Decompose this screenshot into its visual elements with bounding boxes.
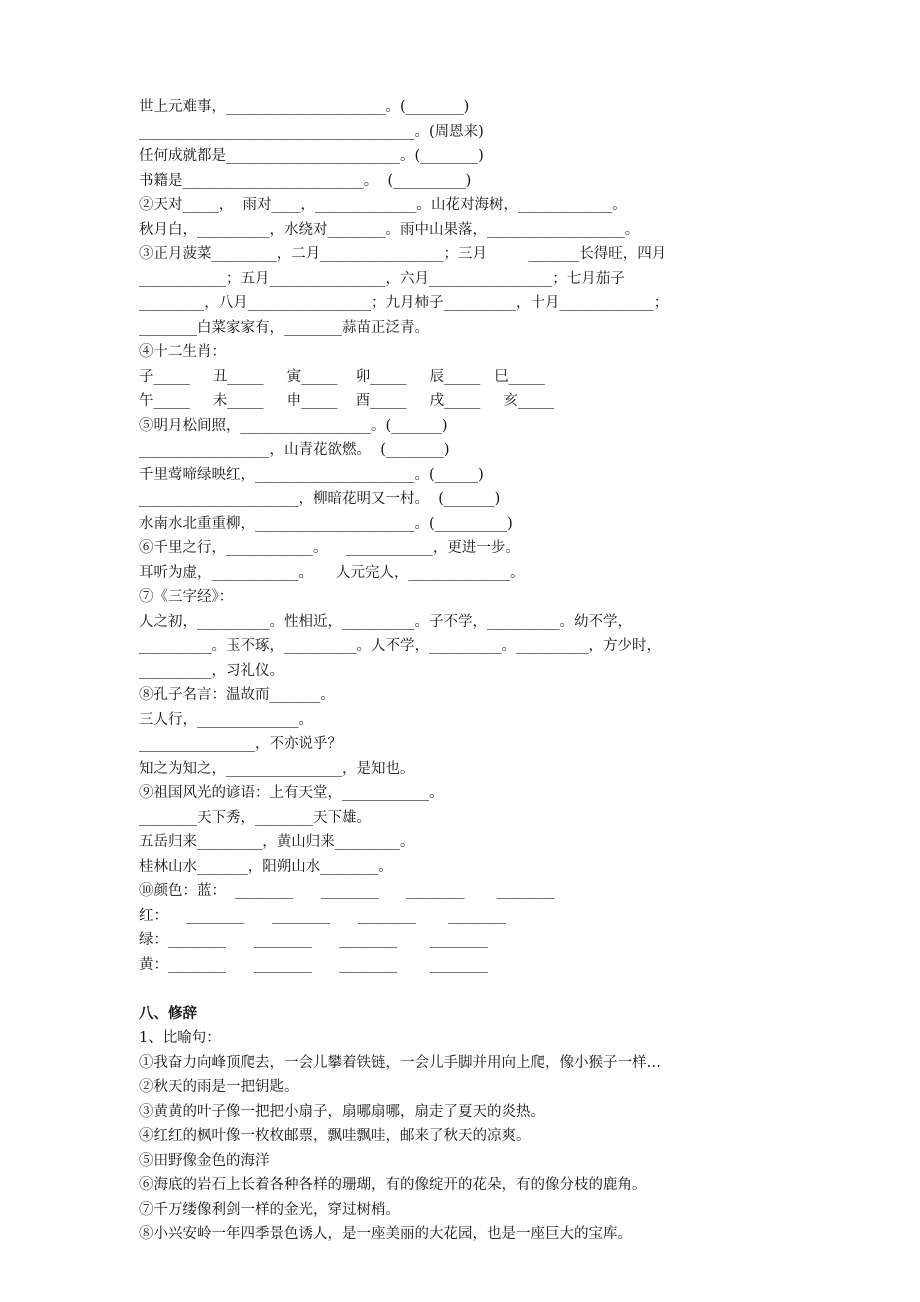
example-sentence: ⑤田野像金色的海洋 [139,1152,270,1169]
exercise-line: ⑤明月松间照，__________________。(_______) [139,417,448,434]
exercise-line: 黄：________ ________ ________ ________ [139,956,488,973]
exercise-line: 秋月白，__________，水绕对________。雨中山果落，___________________。 [139,221,640,238]
exercise-line: ⑨祖国风光的谚语：上有天堂，____________。 [139,785,444,801]
exercise-line: 人之初，__________。性相近，__________。子不学，__________。幼不学， [139,613,632,630]
exercise-line: _________，八月_________________；九月柿子__________，十月_____________； [139,295,669,311]
exercise-line: 水南水北重重柳，______________________。(__________) [139,515,513,532]
exercise-line: 子_____ 丑_____ 寅_____ 卯_____ 辰_____ 巳_____ [139,368,545,385]
exercise-line: ②天对_____， 雨对____，______________。山花对海树，_____________。 [139,197,627,213]
exercise-line: __________________，山青花欲燃。 (________) [139,442,450,458]
subsection-heading: 1、比喻句： [139,1030,221,1046]
exercise-line: ________白菜家家有，________蒜苗正泛青。 [139,319,429,336]
exercise-line: 世上元难事，______________________。(________) [139,99,470,115]
exercise-line: 桂林山水_______，阳朔山水________。 [139,858,393,875]
example-sentence: ④红红的枫叶像一枚枚邮票，飘哇飘哇，邮来了秋天的凉爽。 [139,1128,531,1144]
exercise-line: ⑥千里之行，____________。 ____________，更进一步。 [139,540,520,556]
exercise-line: 午_____ 未_____ 申_____ 酉_____ 戌_____ 亥_____ [139,393,555,409]
exercise-line: ______________________________________。(周恩来) [139,123,484,140]
example-sentence: ②秋天的雨是一把钥匙。 [139,1079,299,1095]
exercise-line: ⑦《三字经》： [139,589,234,605]
rhetoric-section [139,1002,799,1247]
section-heading: 八、修辞 [139,1005,197,1022]
exercise-line: 书籍是_________________________。 (__________) [139,172,472,189]
fill-in-exercises [139,95,799,977]
section-spacer [139,977,799,1002]
example-sentence: ①我奋力向峰顶爬去，一会儿攀着铁链，一会儿手脚并用向上爬，像小猴子一样… [139,1054,661,1071]
example-sentence: ⑥海底的岩石上长着各种各样的珊瑚，有的像绽开的花朵，有的像分枝的鹿角。 [139,1177,647,1193]
exercise-line: __________，习礼仪。 [139,662,284,679]
example-sentence: ⑦千万缕像利剑一样的金光，穿过树梢。 [139,1201,400,1218]
exercise-line: 三人行，______________。 [139,711,313,728]
exercise-line: 红： ________ ________ ________ ________ [139,907,507,924]
exercise-line: 任何成就都是________________________。(________) [139,148,484,164]
exercise-line: ______________________，柳暗花明又一村。 (_______) [139,491,501,507]
exercise-line: ⑧孔子名言：温故而_______。 [139,687,335,703]
exercise-line: ________天下秀，________天下雄。 [139,809,371,826]
example-sentence: ③黄黄的叶子像一把把小扇子，扇哪扇哪，扇走了夏天的炎热。 [139,1103,545,1120]
exercise-line: 绿：________ ________ ________ ________ [139,932,488,948]
exercise-line: 耳听为虚，____________。 人元完人，______________。 [139,564,525,581]
exercise-line: ____________；五月________________，六月_________________；七月茄子 [139,270,625,287]
exercise-line: ________________，不亦说乎？ [139,736,342,752]
example-sentence: ⑧小兴安岭一年四季景色诱人，是一座美丽的大花园，也是一座巨大的宝库。 [139,1226,632,1242]
exercise-line: 知之为知之，________________，是知也。 [139,760,415,777]
exercise-line: ⑩颜色：蓝： ________ ________ ________ ________ [139,883,555,899]
exercise-line: 五岳归来_________，黄山归来_________。 [139,834,415,850]
exercise-line: ③正月菠菜_________，二月_________________；三月 _______长得旺，四月 [139,246,667,262]
exercise-line: ④十二生肖： [139,344,226,360]
exercise-line: 千里莺啼绿映红，______________________。(______) [139,466,484,483]
exercise-line: __________。玉不琢，__________。人不学，__________。__________，方少时， [139,638,661,654]
document-page [139,95,799,1247]
